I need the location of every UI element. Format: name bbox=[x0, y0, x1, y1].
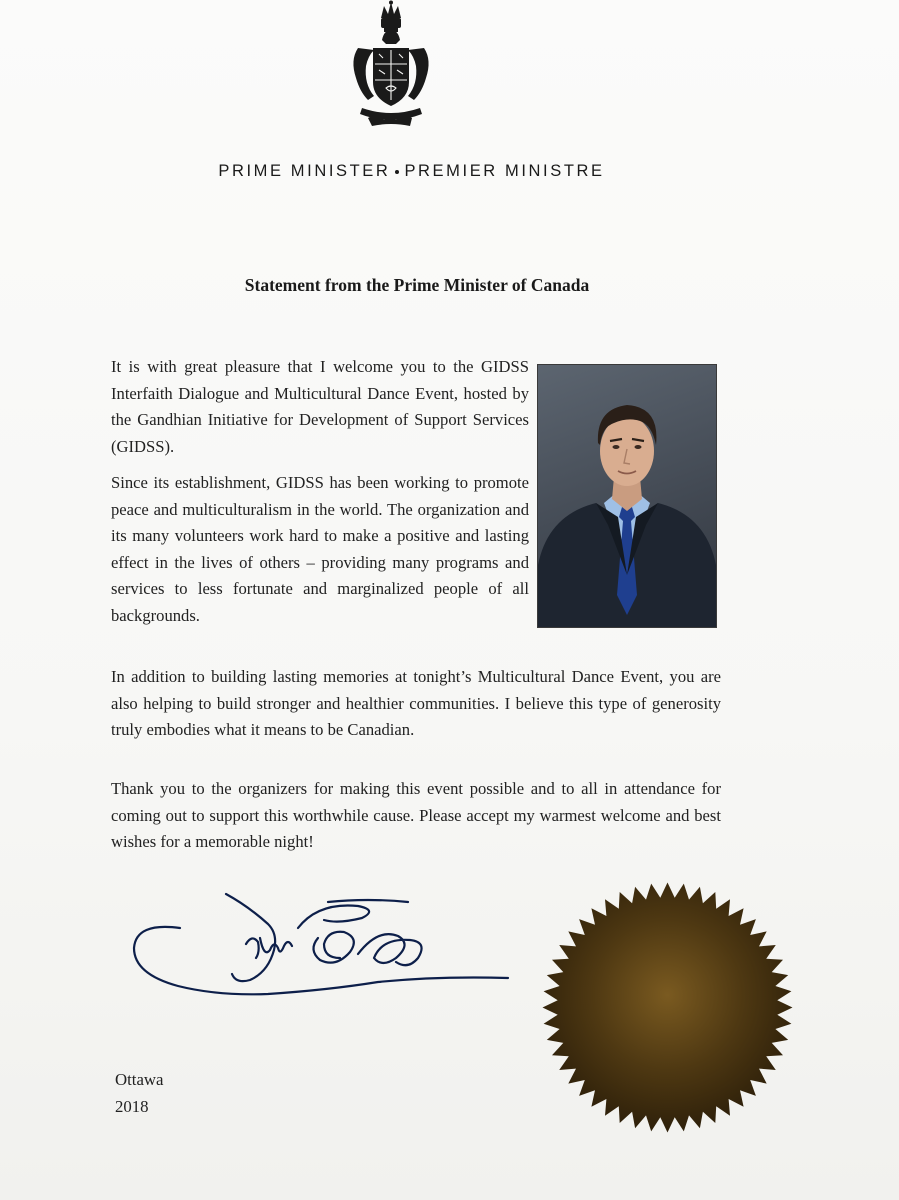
signature-icon bbox=[128, 888, 518, 1008]
letterhead-french: PREMIER MINISTRE bbox=[404, 162, 605, 180]
letterhead bbox=[0, 162, 823, 181]
paragraph-thanks: Thank you to the organizers for making this event possible and to all in attendance for coming out to support this worthwhile cause. Please accept my warmest welcome and best wishes for a memorable night! bbox=[111, 779, 721, 851]
letterhead-english: PRIME MINISTER bbox=[218, 162, 391, 180]
separator-dot-icon bbox=[395, 170, 399, 174]
closing-city: Ottawa bbox=[115, 1070, 164, 1089]
statement-heading: Statement from the Prime Minister of Canada bbox=[244, 275, 590, 295]
portrait-image-icon bbox=[538, 365, 716, 627]
paragraph-welcome: It is with great pleasure that I welcome you to the GIDSS Interfaith Dialogue and Multicultural Dance Event, hosted by the Gandhian Initiative for Development of Support Services (GIDSS). bbox=[111, 357, 529, 456]
closing-location bbox=[115, 1066, 163, 1120]
coat-of-arms-icon bbox=[348, 0, 434, 130]
gold-seal-icon bbox=[540, 880, 795, 1135]
paragraph-community: In addition to building lasting memories at tonight’s Multicultural Dance Event, you are also helping to build stronger and healthier communities. I believe this type of generosity truly embodies what it means to be Canadian. bbox=[111, 667, 721, 739]
closing-year: 2018 bbox=[115, 1097, 149, 1116]
portrait-photo bbox=[537, 364, 717, 628]
paragraph-organization: Since its establishment, GIDSS has been working to promote peace and multiculturalism in the world. The organization and its many volunteers work hard to make a positive and lasting effect in the lives of others – providing many programs and services to less fortunate and marginalized people of all backgrounds. bbox=[111, 473, 529, 625]
